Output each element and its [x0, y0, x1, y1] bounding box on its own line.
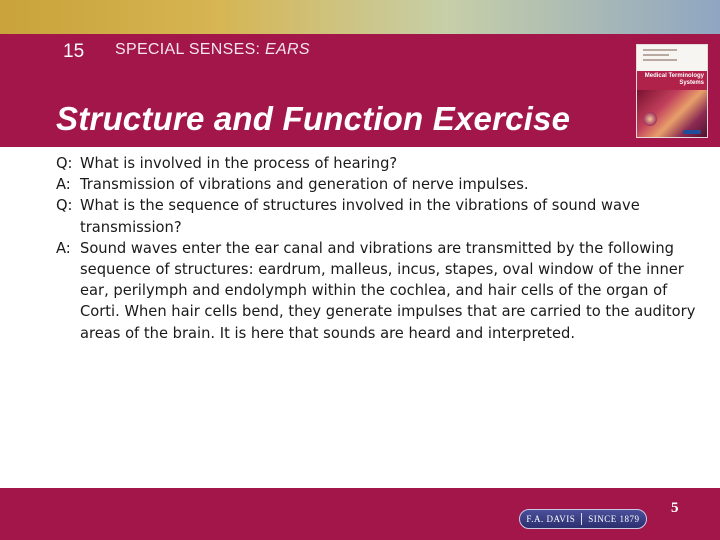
chapter-title-prefix: SPECIAL SENSES: [115, 41, 266, 58]
qa-item [56, 238, 696, 344]
book-cover-top [637, 45, 707, 71]
chapter-number: 15 [63, 41, 85, 62]
qa-label: A: [56, 239, 71, 257]
slide-title: Structure and Function Exercise [56, 100, 571, 137]
qa-item [56, 174, 696, 195]
book-cover-title-line1: Medical Terminology [644, 73, 704, 79]
book-cover-rule [643, 49, 677, 51]
publisher-logo [519, 509, 647, 529]
qa-item [56, 153, 696, 174]
book-cover-rule [643, 59, 677, 61]
book-cover-art-bar [683, 130, 701, 134]
qa-label: A: [56, 176, 71, 194]
qa-item [56, 195, 696, 237]
book-cover-title-line2: Systems [679, 80, 704, 86]
qa-text: What is the sequence of structures involved in the vibrations of sound wave transmission? [80, 197, 640, 236]
publisher-since: SINCE 1879 [588, 514, 640, 524]
publisher-name: F.A. DAVIS [526, 514, 576, 524]
qa-label: Q: [56, 155, 73, 172]
book-cover-rule [643, 54, 669, 56]
chapter-title [115, 41, 310, 59]
chapter-title-emphasis: EARS [265, 41, 310, 58]
book-cover-title [637, 71, 707, 90]
qa-text: Transmission of vibrations and generation of nerve impulses. [80, 176, 529, 194]
qa-label: Q: [56, 197, 73, 215]
publisher-logo-divider [581, 513, 582, 525]
top-gradient-strip [0, 0, 720, 34]
book-cover-image [636, 44, 708, 138]
qa-text: Sound waves enter the ear canal and vibrations are transmitted by the following sequence of structures: eardrum, malleus, incus, stapes, oval window of the inner ear, perilymph and endolymph within the cochlea, and hair cells of the organ of Corti. When hair cells bend, they generate impulses that are carried to the auditory areas of the brain. It is here that sounds are heard and interpreted. [80, 239, 696, 342]
qa-content [56, 153, 696, 344]
qa-text: What is involved in the process of hearing? [80, 155, 398, 172]
book-cover-art-circle [643, 112, 657, 126]
book-cover-art [637, 90, 707, 138]
page-number: 5 [671, 500, 679, 516]
